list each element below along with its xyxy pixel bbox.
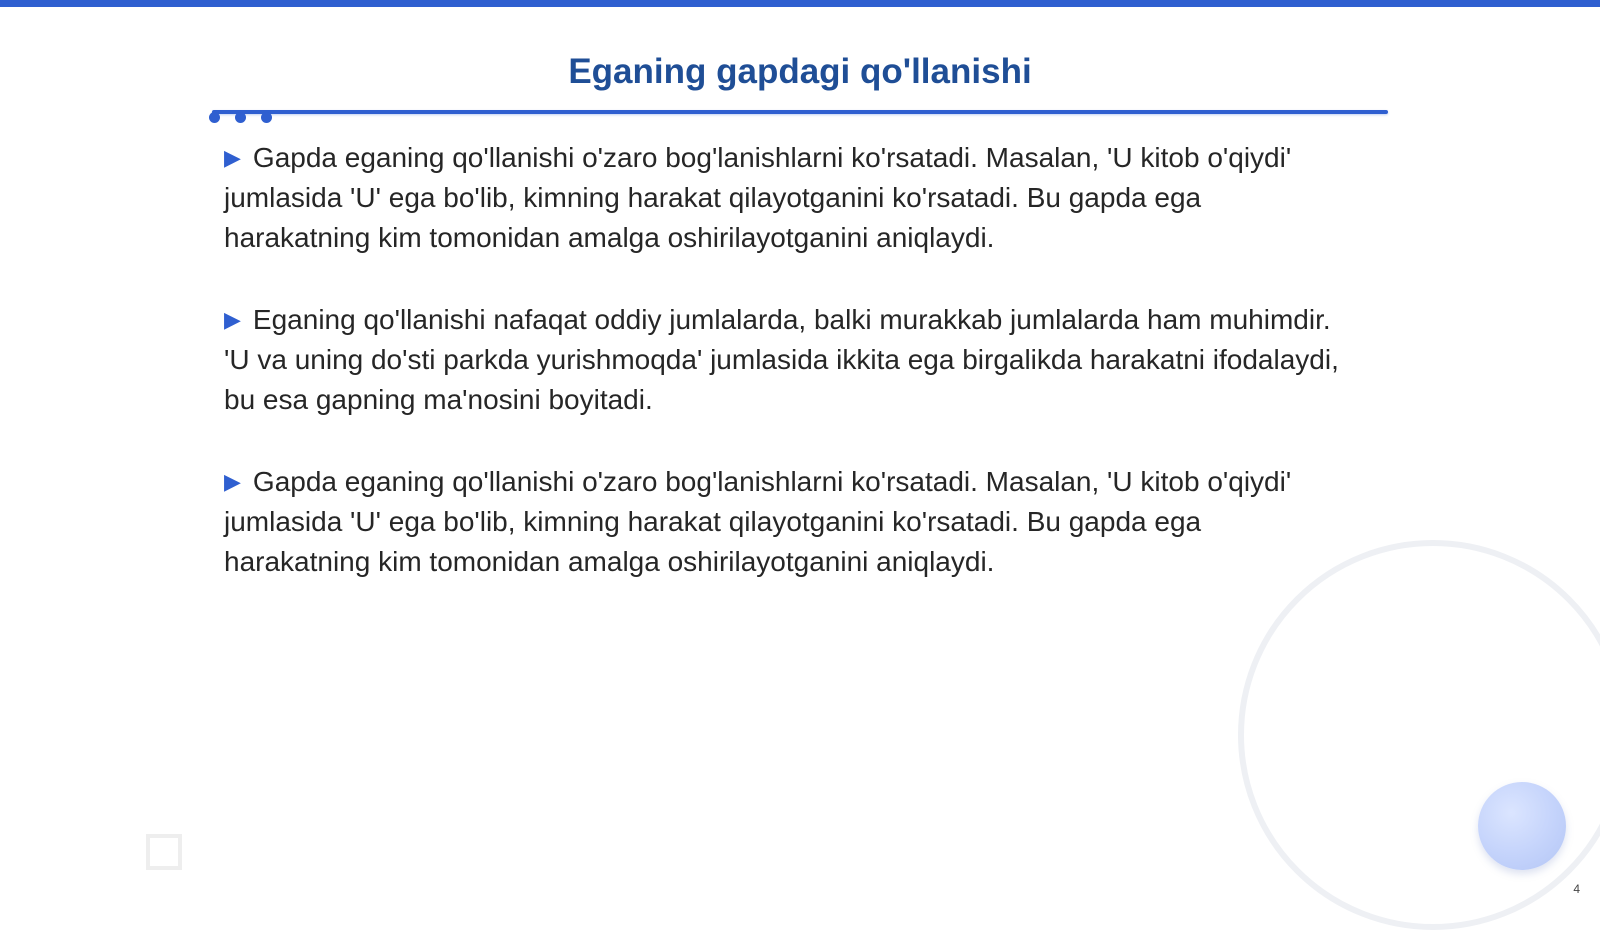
triangle-right-icon: ▶ [224,469,241,494]
bullet-paragraph-text: Gapda eganing qo'llanishi o'zaro bog'lanishlarni ko'rsatadi. Masalan, 'U kitob o'qiydi' jumlasida 'U' ega bo'lib, kimning harakat qilayotganini ko'rsatadi. Bu gapda ega harakatning kim tomonidan amalga oshirilayotganini aniqlaydi. [224,466,1292,577]
bullet-paragraph [224,300,1354,420]
decorative-ring [1238,540,1600,930]
bullet-paragraph [224,138,1354,258]
triangle-right-icon: ▶ [224,145,241,170]
decorative-sphere [1478,782,1566,870]
title-underline-dot [235,112,246,123]
slide-title: Eganing gapdagi qo'llanishi [568,52,1032,91]
decorative-square [146,834,182,870]
bullet-paragraph [224,462,1354,582]
title-underline-dot [209,112,220,123]
bullet-paragraph-text: Gapda eganing qo'llanishi o'zaro bog'lanishlarni ko'rsatadi. Masalan, 'U kitob o'qiydi' jumlasida 'U' ega bo'lib, kimning harakat qilayotganini ko'rsatadi. Bu gapda ega harakatning kim tomonidan amalga oshirilayotganini aniqlaydi. [224,142,1292,253]
title-underline [212,110,1388,114]
triangle-right-icon: ▶ [224,307,241,332]
top-accent-bar [0,0,1600,7]
page-number: 4 [1573,882,1580,896]
bullet-paragraph-text: Eganing qo'llanishi nafaqat oddiy jumlalarda, balki murakkab jumlalarda ham muhimdir. 'U va uning do'sti parkda yurishmoqda' jumlasida ikkita ega birgalikda harakatni ifodalaydi, bu esa gapning ma'nosini boyitadi. [224,304,1339,415]
slide-content [224,138,1354,624]
title-underline-dot [261,112,272,123]
